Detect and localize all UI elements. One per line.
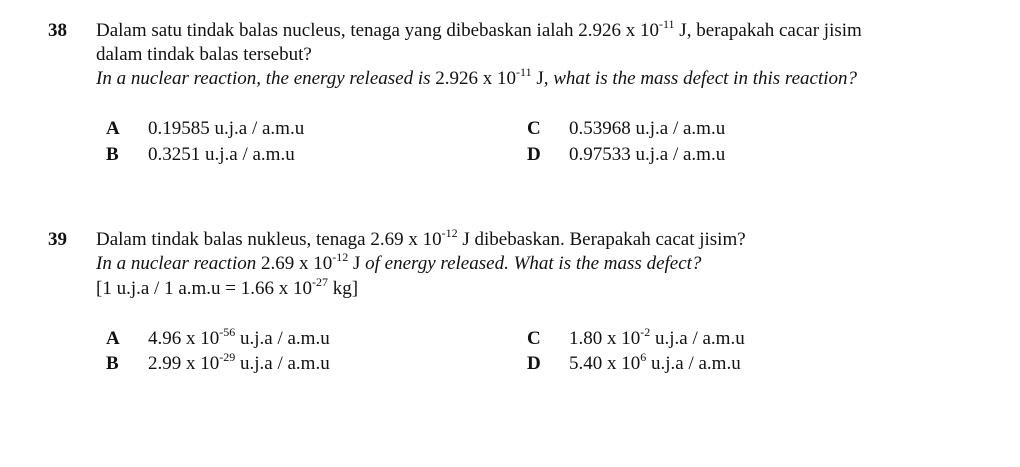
exponent: -27 xyxy=(312,274,328,289)
question-number: 39 xyxy=(48,229,67,250)
exponent: 6 xyxy=(640,349,647,364)
question-text-malay-line2: dalam tindak balas tersebut? xyxy=(96,44,312,65)
option-letter: B xyxy=(106,353,119,374)
exponent: -29 xyxy=(219,349,236,364)
question-text-english: In a nuclear reaction, the energy released is 2.926 x $10^{-11}$ J, what is the mass defect in this reaction? xyxy=(96,64,858,89)
option-value: 0.19585 u.j.a / a.m.u xyxy=(148,118,305,139)
exponent: -11 xyxy=(516,64,532,79)
question-text-malay: Dalam tindak balas nukleus, tenaga 2.69 x $10^{-12}$ J dibebaskan. Berapakah cacat jisim? xyxy=(96,225,746,250)
option-letter: C xyxy=(527,328,541,349)
exponent: -12 xyxy=(441,225,458,240)
option-letter: D xyxy=(527,144,541,165)
option-value: 4.96 x $10^{-56}$ u.j.a / a.m.u xyxy=(148,324,330,349)
option-letter: A xyxy=(106,328,120,349)
question-text-malay-line1: Dalam satu tindak balas nucleus, tenaga yang dibebaskan ialah 2.926 x $10^{-11}$ J, berapakah cacar jisim xyxy=(96,16,862,41)
option-value: 0.3251 u.j.a / a.m.u xyxy=(148,144,295,165)
conversion-note: [1 u.j.a / 1 a.m.u = 1.66 x $10^{-27}$ kg] xyxy=(96,274,359,299)
option-value: 5.40 x $10^6$ u.j.a / a.m.u xyxy=(569,349,741,374)
question-text-english: In a nuclear reaction 2.69 x $10^{-12}$ J of energy released. What is the mass defect? xyxy=(96,249,702,274)
option-value: 0.97533 u.j.a / a.m.u xyxy=(569,144,726,165)
option-value: 2.99 x $10^{-29}$ u.j.a / a.m.u xyxy=(148,349,330,374)
exponent: -11 xyxy=(658,16,675,31)
option-value: 1.80 x $10^{-2}$ u.j.a / a.m.u xyxy=(569,324,745,349)
option-letter: D xyxy=(527,353,541,374)
option-letter: A xyxy=(106,118,120,139)
exponent: -2 xyxy=(640,324,651,339)
question-number: 38 xyxy=(48,20,67,41)
option-letter: C xyxy=(527,118,541,139)
exponent: -12 xyxy=(332,249,349,264)
option-value: 0.53968 u.j.a / a.m.u xyxy=(569,118,726,139)
exponent: -56 xyxy=(219,324,236,339)
option-letter: B xyxy=(106,144,119,165)
